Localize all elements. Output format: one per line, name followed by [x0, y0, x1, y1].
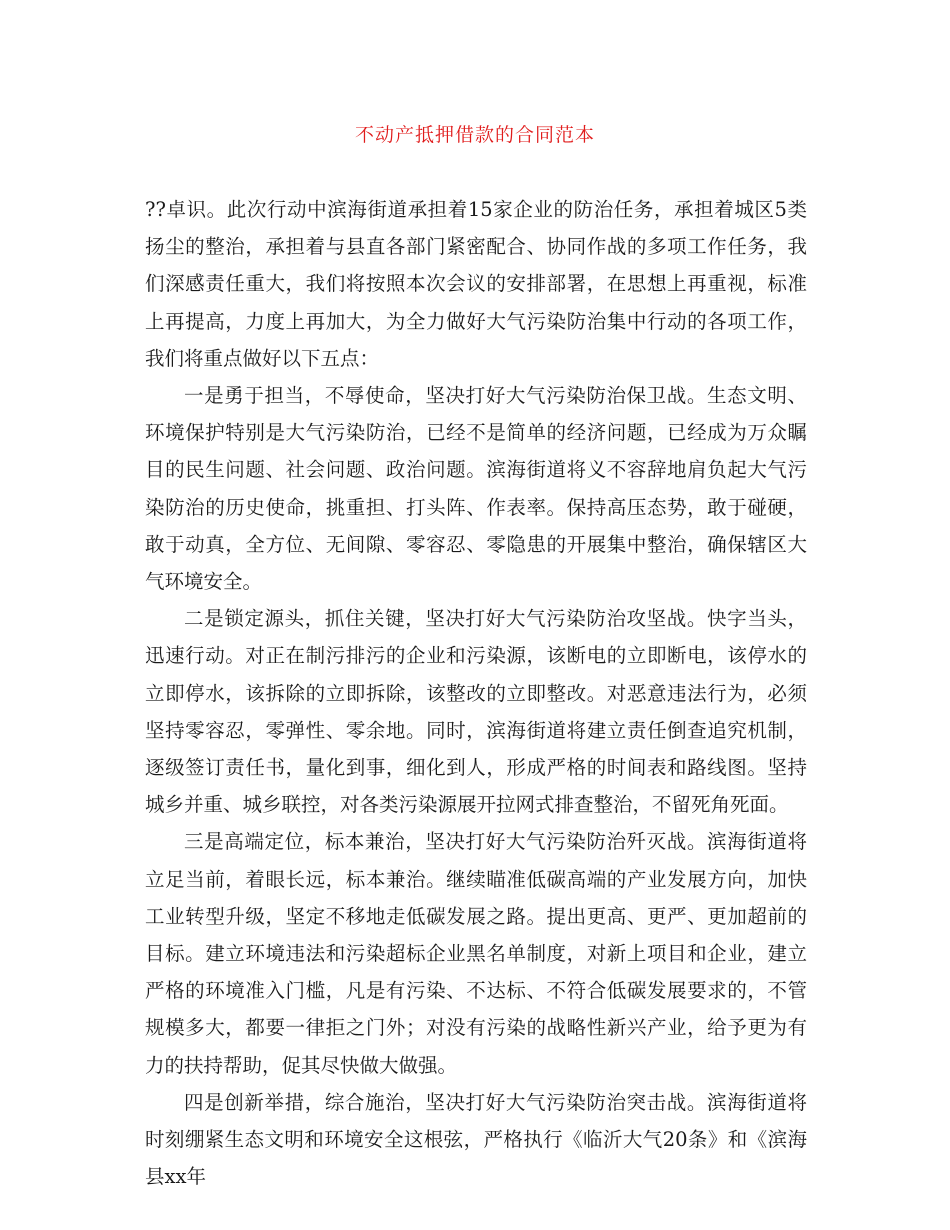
- paragraph-point-2: 二是锁定源头，抓住关键，坚决打好大气污染防治攻坚战。快字当头，迅速行动。对正在制污排污的企业和污染源，该断电的立即断电，该停水的立即停水，该拆除的立即拆除，该整改的立即整改。对恶意违法行为，必须坚持零容忍，零弹性、零余地。同时，滨海街道将建立责任倒查追究机制，逐级签订责任书，量化到事，细化到人，形成严格的时间表和路线图。坚持城乡并重、城乡联控，对各类污染源展开拉网式排查整治，不留死角死面。: [145, 607, 807, 817]
- paragraph-point-1: 一是勇于担当，不辱使命，坚决打好大气污染防治保卫战。生态文明、环境保护特别是大气污染防治，已经不是简单的经济问题，已经成为万众瞩目的民生问题、社会问题、政治问题。滨海街道将义不容辞地肩负起大气污染防治的历史使命，挑重担、打头阵、作表率。保持高压态势，敢于碰硬，敢于动真，全方位、无间隙、零容忍、零隐患的开展集中整治，确保辖区大气环境安全。: [145, 384, 807, 594]
- document-body: [145, 191, 807, 1195]
- paragraph-point-3: 三是高端定位，标本兼治，坚决打好大气污染防治歼灭战。滨海街道将立足当前，着眼长远，标本兼治。继续瞄准低碳高端的产业发展方向，加快工业转型升级，坚定不移地走低碳发展之路。提出更高、更严、更加超前的目标。建立环境违法和污染超标企业黑名单制度，对新上项目和企业，建立严格的环境准入门槛，凡是有污染、不达标、不符合低碳发展要求的，不管规模多大，都要一律拒之门外；对没有污染的战略性新兴产业，给予更为有力的扶持帮助，促其尽快做大做强。: [145, 830, 807, 1077]
- paragraph-intro: ??卓识。此次行动中滨海街道承担着15家企业的防治任务，承担着城区5类扬尘的整治，承担着与县直各部门紧密配合、协同作战的多项工作任务，我们深感责任重大，我们将按照本次会议的安排部署，在思想上再重视，标准上再提高，力度上再加大，为全力做好大气污染防治集中行动的各项工作，我们将重点做好以下五点：: [145, 198, 807, 370]
- document-title: 不动产抵押借款的合同范本: [354, 124, 595, 146]
- paragraph-point-4: 四是创新举措，综合施治，坚决打好大气污染防治突击战。滨海街道将时刻绷紧生态文明和环境安全这根弦，严格执行《临沂大气20条》和《滨海县xx年: [145, 1090, 807, 1189]
